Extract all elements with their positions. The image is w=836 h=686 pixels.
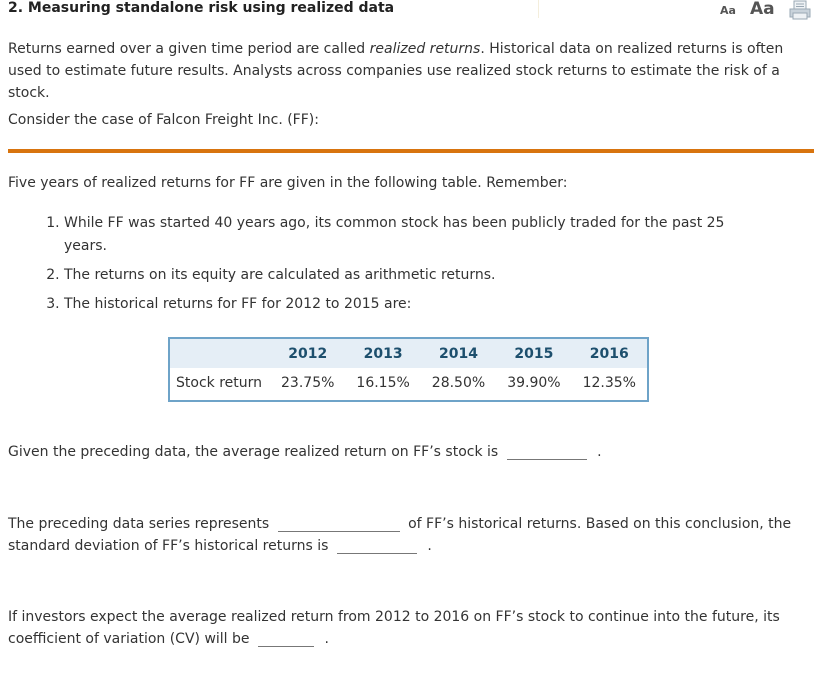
increase-font-button[interactable]: Aa bbox=[750, 0, 775, 19]
case-intro: Consider the case of Falcon Freight Inc. (FF): bbox=[8, 112, 319, 128]
question-text: If investors expect the average realized return from 2012 to 2016 on FF’s stock to continue into the future, its coefficient of variation (CV) will be bbox=[8, 609, 780, 647]
print-button[interactable] bbox=[789, 0, 811, 24]
question-period: . bbox=[427, 538, 432, 554]
realized-returns-term: realized returns bbox=[369, 41, 481, 57]
year-header: 2012 bbox=[270, 339, 345, 368]
question-cv bbox=[8, 606, 798, 650]
return-value: 39.90% bbox=[507, 375, 561, 391]
question-text: Given the preceding data, the average realized return on FF’s stock is bbox=[8, 444, 499, 460]
data-series-dropdown[interactable] bbox=[278, 515, 400, 532]
average-return-dropdown[interactable] bbox=[507, 443, 587, 460]
question-sample-std bbox=[8, 513, 798, 557]
year-header: 2013 bbox=[345, 339, 420, 368]
std-deviation-dropdown[interactable] bbox=[337, 537, 417, 554]
return-value: 16.15% bbox=[356, 375, 410, 391]
remember-list bbox=[8, 212, 744, 322]
return-value: 28.50% bbox=[431, 375, 486, 391]
question-period: . bbox=[324, 631, 329, 647]
year-header: 2016 bbox=[572, 339, 647, 368]
table-row bbox=[170, 368, 647, 400]
year-header: 2014 bbox=[421, 339, 496, 368]
returns-table bbox=[168, 337, 649, 402]
section-lead: Five years of realized returns for FF are given in the following table. Remember: bbox=[8, 175, 568, 191]
year-header: 2015 bbox=[496, 339, 571, 368]
question-text: The preceding data series represents bbox=[8, 516, 270, 532]
page-title: 2. Measuring standalone risk using realized data bbox=[8, 0, 395, 16]
question-average-return bbox=[8, 441, 808, 463]
return-value: 12.35% bbox=[582, 375, 636, 391]
question-period: . bbox=[597, 444, 602, 460]
list-item: 2. The returns on its equity are calculated as arithmetic returns. bbox=[64, 264, 744, 287]
list-item: 1. While FF was started 40 years ago, its common stock has been publicly traded for the past 25 years. bbox=[64, 212, 744, 258]
cv-dropdown[interactable] bbox=[258, 630, 314, 647]
table-header-row bbox=[170, 339, 647, 368]
intro-text-1: Returns earned over a given time period are called bbox=[8, 41, 370, 57]
print-icon bbox=[789, 0, 811, 20]
section-divider bbox=[8, 149, 814, 153]
intro-text-2: . Historical data on realized returns is often used to estimate future results. Analysts across companies use realized stock returns to estimate the risk of a stock. bbox=[8, 41, 784, 101]
return-value: 23.75% bbox=[281, 375, 335, 391]
question-text: of FF’s historical returns. Based on this conclusion, the standard deviation of FF’s historical returns is bbox=[8, 516, 792, 554]
header-blank-cell bbox=[170, 339, 270, 368]
list-item: 3. The historical returns for FF for 2012 to 2015 are: bbox=[64, 293, 744, 316]
divider bbox=[538, 0, 539, 18]
row-label: Stock return bbox=[176, 375, 263, 391]
decrease-font-button[interactable]: Aa bbox=[720, 4, 736, 17]
intro-paragraph bbox=[8, 38, 808, 104]
